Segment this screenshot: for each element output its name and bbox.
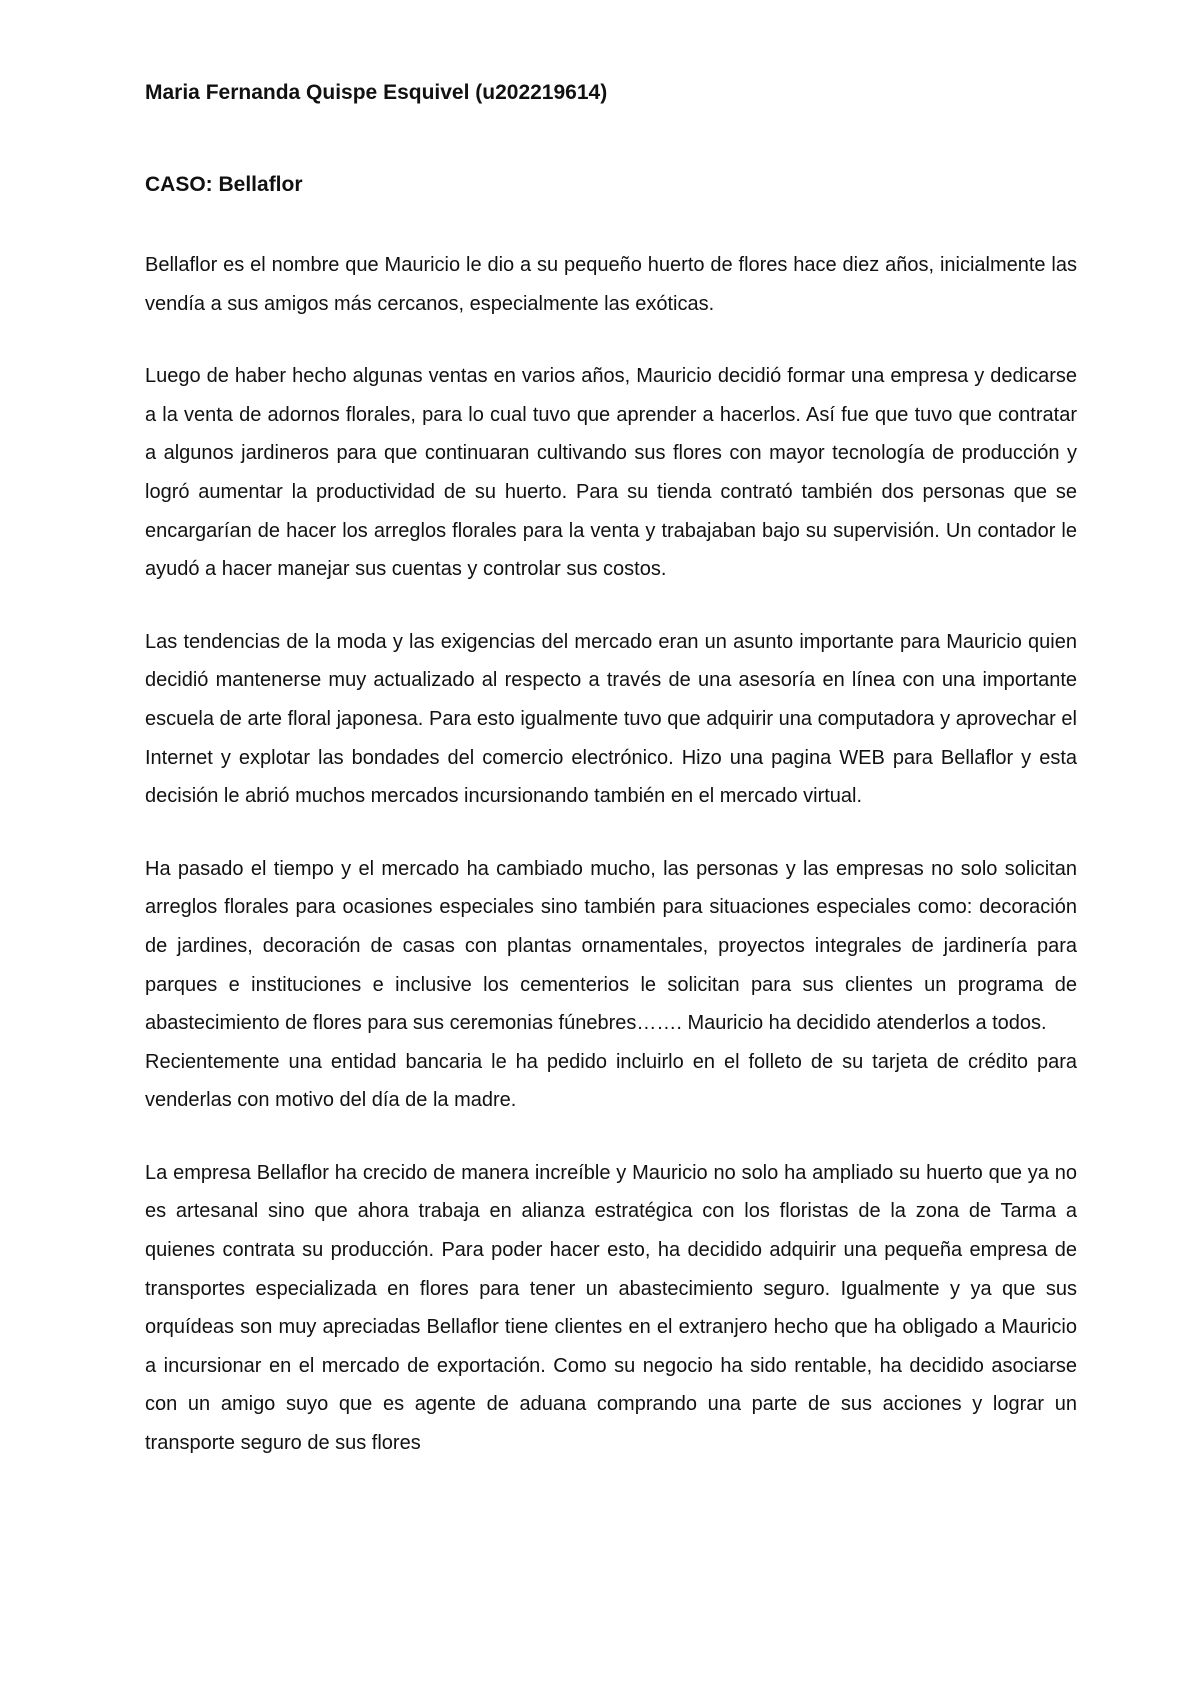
paragraph-company-formation: Luego de haber hecho algunas ventas en varios años, Mauricio decidió formar una empresa y dedicarse a la venta de adornos florales, para lo cual tuvo que aprender a hacerlos. Así fue que tuvo que contratar a algunos jardineros para que continuaran cultivando sus flores con mayor tecnología de producción y logró aumentar la productividad de su huerto. Para su tienda contrató también dos personas que se encargarían de hacer los arreglos florales para la venta y trabajaban bajo su supervisión. Un contador le ayudó a hacer manejar sus cuentas y controlar sus costos. <box>145 365 1083 581</box>
paragraph-bank-brochure: Recientemente una entidad bancaria le ha pedido incluirlo en el folleto de su tarjeta de crédito para venderlas con motivo del día de la madre. <box>145 1050 1083 1112</box>
author-line: Maria Fernanda Quispe Esquivel (u202219614) <box>145 81 608 104</box>
case-title: CASO: Bellaflor <box>145 173 303 196</box>
paragraph-intro: Bellaflor es el nombre que Mauricio le dio a su pequeño huerto de flores hace diez años, inicialmente las vendía a sus amigos más cercanos, especialmente las exóticas. <box>145 254 1083 315</box>
document-page <box>145 68 1083 1463</box>
paragraph-growth: La empresa Bellaflor ha crecido de manera increíble y Mauricio no solo ha ampliado su huerto que ya no es artesanal sino que ahora trabaja en alianza estratégica con los floristas de la zona de Tarma a quienes contrata su producción. Para poder hacer esto, ha decidido adquirir una pequeña empresa de transportes especializada en flores para tener un abastecimiento seguro. Igualmente y ya que sus orquídeas son muy apreciadas Bellaflor tiene clientes en el extranjero hecho que ha obligado a Mauricio a incursionar en el mercado de exportación. Como su negocio ha sido rentable, ha decidido asociarse con un amigo suyo que es agente de aduana comprando una parte de sus acciones y lograr un transporte seguro de sus flores <box>145 1161 1083 1455</box>
paragraph-market-trends: Las tendencias de la moda y las exigencias del mercado eran un asunto importante para Mauricio quien decidió mantenerse muy actualizado al respecto a través de una asesoría en línea con una importante escuela de arte floral japonesa. Para esto igualmente tuvo que adquirir una computadora y aprovechar el Internet y explotar las bondades del comercio electrónico. Hizo una pagina WEB para Bellaflor y esta decisión le abrió muchos mercados incursionando también en el mercado virtual. <box>145 630 1083 808</box>
paragraph-market-changes: Ha pasado el tiempo y el mercado ha cambiado mucho, las personas y las empresas no solo solicitan arreglos florales para ocasiones especiales sino también para situaciones especiales como: decoración de jardines, decoración de casas con plantas ornamentales, proyectos integrales de jardinería para parques e instituciones e inclusive los cementerios le solicitan para sus clientes un programa de abastecimiento de flores para sus ceremonias fúnebres……. Mauricio ha decidido atenderlos a todos. <box>145 857 1083 1035</box>
